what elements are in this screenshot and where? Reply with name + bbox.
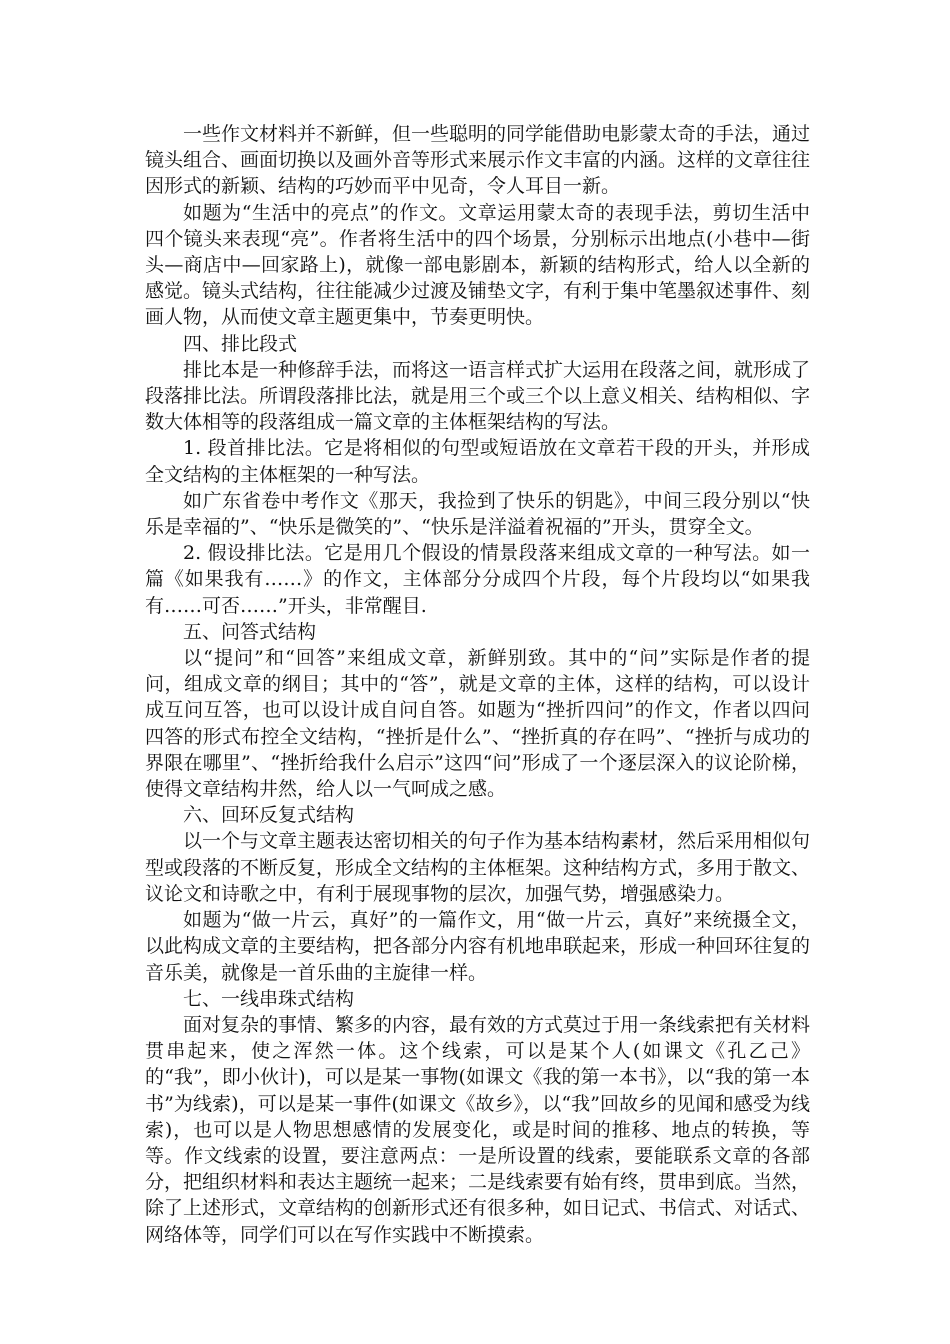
parallel-definition-paragraph: 排比本是一种修辞手法，而将这一语言样式扩大运用在段落之间，就形成了段落排比法。所谓段落排比法，就是用三个或三个以上意义相关、结构相似、字数大体相等的段落组成一篇文章的主体框架结构的写法。 bbox=[145, 358, 811, 434]
example-paragraph-montage: 如题为“生活中的亮点”的作文。文章运用蒙太奇的表现手法，剪切生活中四个镜头来表现“亮”。作者将生活中的四个场景，分别标示出地点(小巷中—街头—商店中—回家路上)，就像一部电影剧本，新颖的结构形式，给人以全新的感觉。镜头式结构，往往能减少过渡及铺垫文字，有利于集中笔墨叙述事件、刻画人物，从而使文章主题更集中，节奏更明快。 bbox=[145, 201, 811, 329]
refrain-example-paragraph: 如题为“做一片云，真好”的一篇作文，用“做一片云，真好”来统摄全文，以此构成文章的主要结构，把各部分内容有机地串联起来，形成一种回环往复的音乐美，就像是一首乐曲的主旋律一样。 bbox=[145, 909, 811, 984]
intro-paragraph: 一些作文材料并不新鲜，但一些聪明的同学能借助电影蒙太奇的手法，通过镜头组合、画面切换以及画外音等形式来展示作文丰富的内涵。这样的文章往往因形式的新颖、结构的巧妙而平中见奇，令人耳目一新。 bbox=[145, 123, 811, 198]
opening-parallel-paragraph: 1. 段首排比法。它是将相似的句型或短语放在文章若干段的开头，并形成全文结构的主体框架的一种写法。 bbox=[145, 437, 810, 486]
section-heading-refrain: 六、回环反复式结构 bbox=[183, 804, 355, 827]
section-heading-thread: 七、一线串珠式结构 bbox=[183, 987, 355, 1010]
thread-paragraph: 面对复杂的事情、繁多的内容，最有效的方式莫过于用一条线索把有关材料贯串起来，使之浑然一体。这个线索，可以是某个人(如课文《孔乙己》的“我”，即小伙计)，可以是某一事物(如课文《我的第一本书》，以“我的第一本书”为线索)，可以是某一事件(如课文《故乡》，以“我”回故乡的见闻和感受为线索)，也可以是人物思想感情的发展变化，或是时间的推移、地点的转换，等等。作文线索的设置，要注意两点：一是所设置的线索，要能联系文章的各部分，把组织材料和表达主题统一起来；二是线索要有始有终，贯串到底。当然，除了上述形式，文章结构的创新形式还有很多种，如日记式、书信式、对话式、网络体等，同学们可以在写作实践中不断摸索。 bbox=[145, 1013, 811, 1246]
hypothetical-parallel-paragraph: 2. 假设排比法。它是用几个假设的情景段落来组成文章的一种写法。如一篇《如果我有……》的作文，主体部分分成四个片段，每个片段均以“如果我有……可否……”开头，非常醒目. bbox=[145, 542, 810, 617]
section-heading-qa: 五、问答式结构 bbox=[183, 620, 317, 643]
section-heading-parallel: 四、排比段式 bbox=[183, 332, 298, 355]
refrain-definition-paragraph: 以一个与文章主题表达密切相关的句子作为基本结构素材，然后采用相似句型或段落的不断反复，形成全文结构的主体框架。这种结构方式，多用于散文、议论文和诗歌之中，有利于展现事物的层次，加强气势，增强感染力。 bbox=[145, 830, 811, 905]
opening-parallel-example: 如广东省卷中考作文《那天，我捡到了快乐的钥匙》，中间三段分别以“快乐是幸福的”、“快乐是微笑的”、“快乐是洋溢着祝福的”开头，贯穿全文。 bbox=[145, 489, 810, 539]
qa-paragraph: 以“提问”和“回答”来组成文章，新鲜别致。其中的“问”实际是作者的提问，组成文章的纲目；其中的“答”，就是文章的主体，这样的结构，可以设计成互问互答，也可以设计成自问自答。如题为“挫折四问”的作文，作者以四问四答的形式布控全文结构，“挫折是什么”、“挫折真的存在吗”、“挫折与成功的界限在哪里”、“挫折给我什么启示”这四“问”形成了一个逐层深入的议论阶梯，使得文章结构井然，给人以一气呵成之感。 bbox=[145, 647, 810, 801]
